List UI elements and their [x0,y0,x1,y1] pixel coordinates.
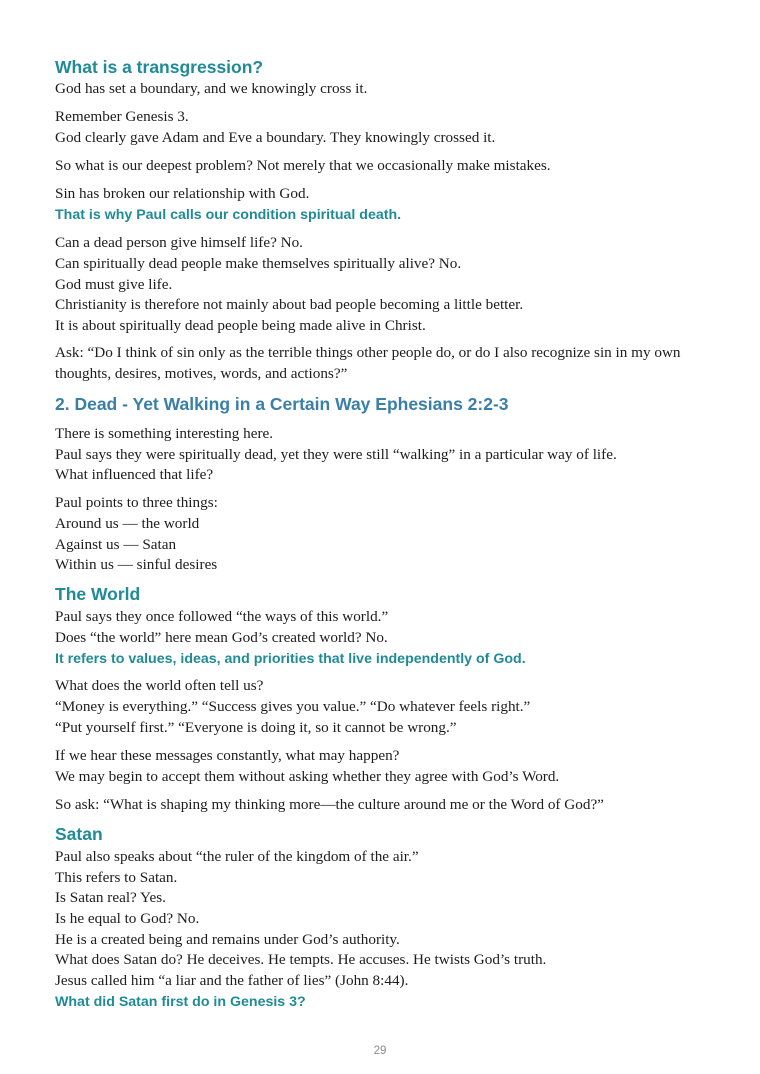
paragraph-line: God clearly gave Adam and Eve a boundary. They knowingly crossed it. [55,129,496,146]
paragraph-line: If we hear these messages constantly, what may happen? [55,747,400,764]
paragraph-line: So what is our deepest problem? Not merely that we occasionally make mistakes. [55,157,551,174]
paragraph-line: So ask: “What is shaping my thinking more—the culture around me or the Word of God?” [55,796,604,813]
paragraph-line: He is a created being and remains under God’s authority. [55,931,400,948]
paragraph-line: Paul also speaks about “the ruler of the kingdom of the air.” [55,848,419,865]
paragraph-line: There is something interesting here. [55,425,274,442]
paragraph-line: “Put yourself first.” “Everyone is doing it, so it cannot be wrong.” [55,719,457,736]
section-heading-dead-walking: 2. Dead - Yet Walking in a Certain Way Ephesians 2:2-3 [55,394,509,414]
heading-the-world: The World [55,584,141,604]
emphasis-line: That is why Paul calls our condition spiritual death. [55,207,402,223]
paragraph-line: Jesus called him “a liar and the father of lies” (John 8:44). [55,972,409,989]
paragraph-line: We may begin to accept them without asking whether they agree with God’s Word. [55,768,560,785]
heading-satan: Satan [55,824,103,844]
paragraph-line: Is Satan real? Yes. [55,889,166,906]
paragraph-line: Can a dead person give himself life? No. [55,234,303,251]
list-line: Against us — Satan [55,536,177,553]
paragraph-line: Paul says they once followed “the ways of this world.” [55,608,389,625]
paragraph-line: Paul says they were spiritually dead, yet they were still “walking” in a particular way of life. [55,446,617,463]
paragraph-line: Paul points to three things: [55,494,218,511]
paragraph-line: God has set a boundary, and we knowingly cross it. [55,80,368,97]
emphasis-line: What did Satan first do in Genesis 3? [55,994,306,1010]
paragraph-line: This refers to Satan. [55,869,178,886]
paragraph-line: Remember Genesis 3. [55,108,189,125]
paragraph-line: Christianity is therefore not mainly about bad people becoming a little better. [55,296,524,313]
emphasis-line: It refers to values, ideas, and priorities that live independently of God. [55,651,526,667]
paragraph-line: It is about spiritually dead people being made alive in Christ. [55,317,426,334]
paragraph-line: What influenced that life? [55,466,214,483]
list-line: Around us — the world [55,515,200,532]
paragraph-line: Sin has broken our relationship with God. [55,185,310,202]
list-line: Within us — sinful desires [55,556,218,573]
paragraph-line: God must give life. [55,276,173,293]
paragraph-line: “Money is everything.” “Success gives you value.” “Do whatever feels right.” [55,698,531,715]
paragraph-line: Is he equal to God? No. [55,910,200,927]
paragraph-line: What does Satan do? He deceives. He tempts. He accuses. He twists God’s truth. [55,951,547,968]
paragraph-line: Does “the world” here mean God’s created world? No. [55,629,388,646]
page-number: 29 [373,1045,387,1057]
paragraph-ask: Ask: “Do I think of sin only as the terrible things other people do, or do I also recognize sin in my own thoughts, desires, motives, words, and actions?” [55,344,681,382]
paragraph-line: Can spiritually dead people make themselves spiritually alive? No. [55,255,462,272]
paragraph-line: What does the world often tell us? [55,677,264,694]
heading-transgression: What is a transgression? [55,57,264,77]
